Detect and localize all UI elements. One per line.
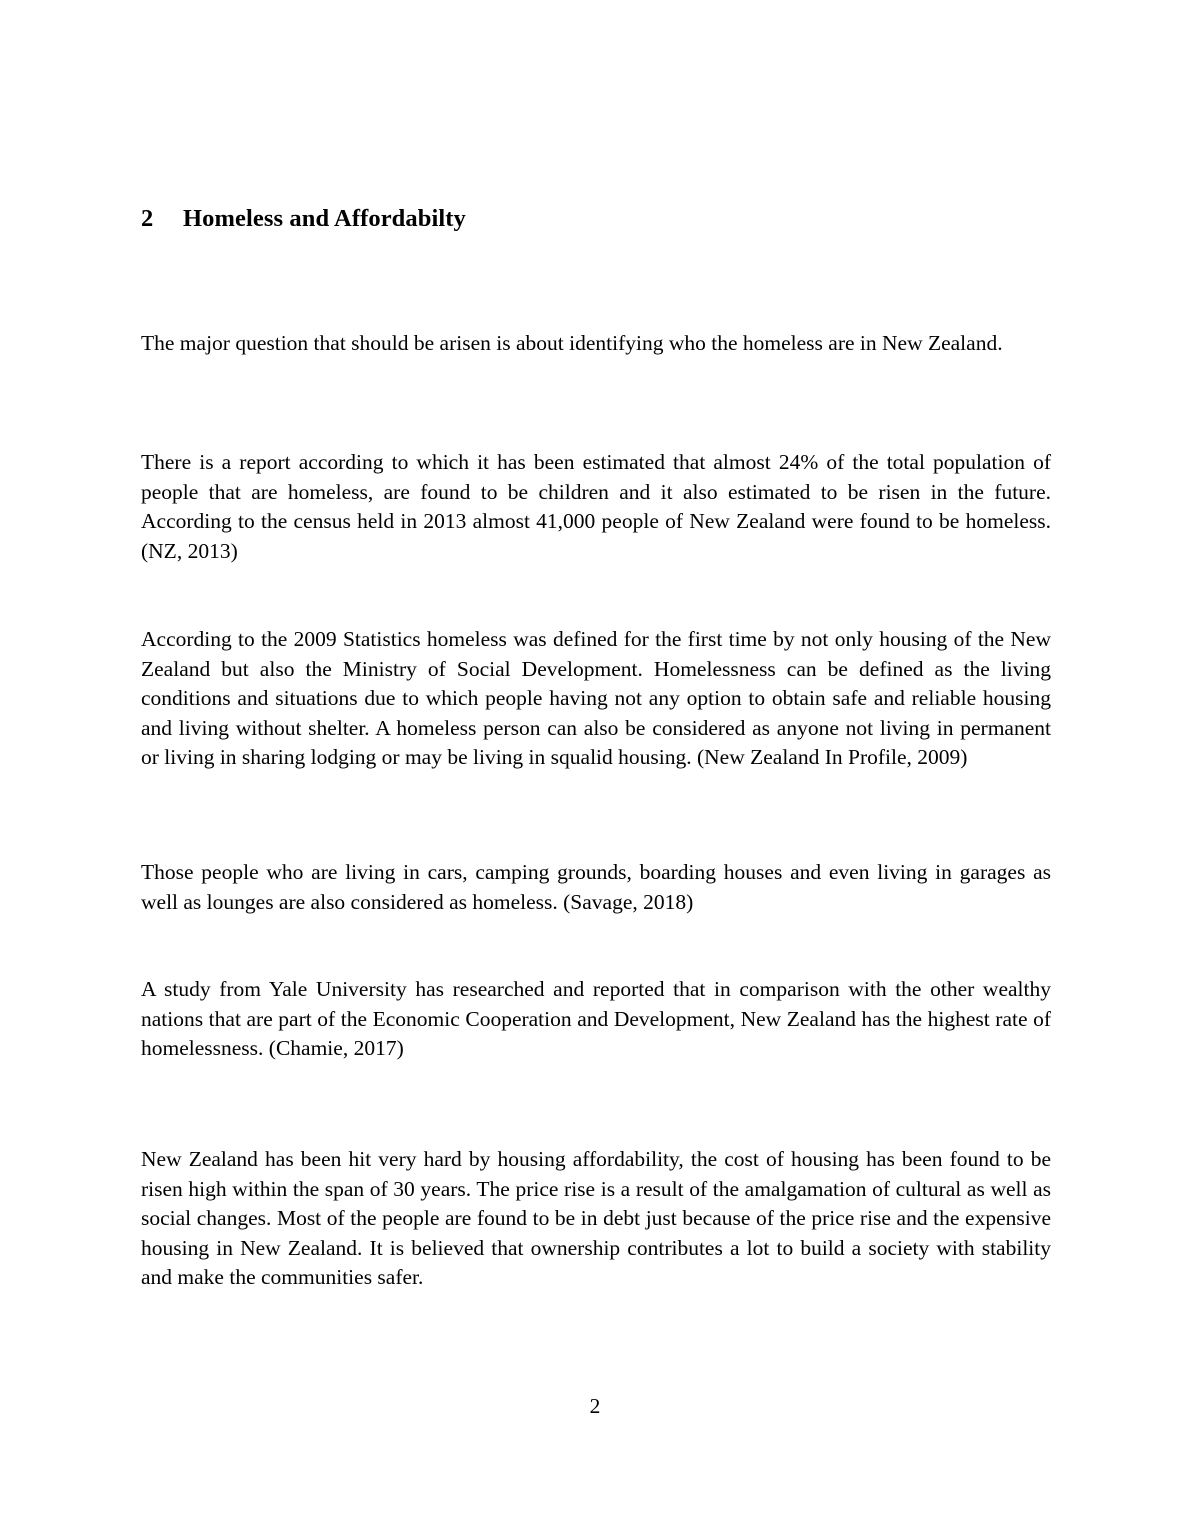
paragraph-4: Those people who are living in cars, camping grounds, boarding houses and even living in garages as well as lounges are also considered as homeless. (Savage, 2018) (141, 860, 1051, 914)
page-footer-number: 2 (589, 1394, 601, 1418)
paragraph-3: According to the 2009 Statistics homeless was defined for the first time by not only housing of the New Zealand but also the Ministry of Social Development. Homelessness can be defined as the living conditions and situations due to which people having not any option to obtain safe and reliable housing and living without shelter. A homeless person can also be considered as anyone not living in permanent or living in sharing lodging or may be living in squalid housing. (New Zealand In Profile, 2009) (141, 627, 1051, 770)
page-title (141, 205, 466, 233)
heading-text: Homeless and Affordabilty (183, 205, 466, 232)
heading-number: 2 (141, 205, 154, 232)
paragraph-1: The major question that should be arisen is about identifying who the homeless are in New Zealand. (141, 331, 1003, 355)
paragraph-2: There is a report according to which it has been estimated that almost 24% of the total population of people that are homeless, are found to be children and it also estimated to be risen in the future. According to the census held in 2013 almost 41,000 people of New Zealand were found to be homeless. (NZ, 2013) (141, 450, 1051, 563)
paragraph-6: New Zealand has been hit very hard by housing affordability, the cost of housing has been found to be risen high within the span of 30 years. The price rise is a result of the amalgamation of cultural as well as social changes. Most of the people are found to be in debt just because of the price rise and the expensive housing in New Zealand. It is believed that ownership contributes a lot to build a society with stability and make the communities safer. (141, 1147, 1051, 1290)
paragraph-5: A study from Yale University has researched and reported that in comparison with the other wealthy nations that are part of the Economic Cooperation and Development, New Zealand has the highest rate of homelessness. (Chamie, 2017) (141, 977, 1051, 1061)
